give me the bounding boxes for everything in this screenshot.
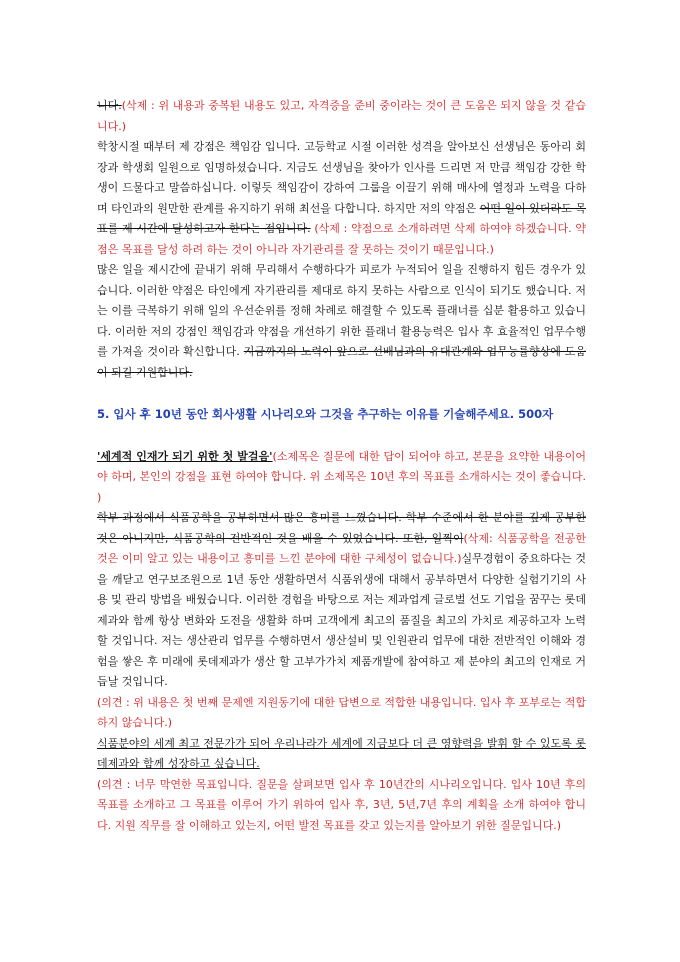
struck-text: 지금까지의 노력이 앞으로 선배님과의 유대관계와 업무능률향상에 도움이 되길 기원합니다. <box>97 345 587 379</box>
paragraph-6 <box>97 693 586 734</box>
editor-comment: (의견 : 위 내용은 첫 번째 문제엔 지원동기에 대한 답변으로 적합한 내용입니다. 입사 후 포부로는 적합하지 않습니다.) <box>97 695 586 729</box>
answer-subtitle: '세계적 인재가 되기 위한 첫 발걸음' <box>97 449 273 463</box>
editor-comment: (의견 : 너무 막연한 목표입니다. 질문을 살펴보면 입사 후 10년간의 시나리오입니다. 입사 10년 후의 목표를 소개하고 그 목표를 이루어 가기 위하여 입사 후, 3년, 5년,7년 후의 계획을 소개 하여야 합니다. 지원 직무를 잘 이해하고 있는지, 어떤 발전 목표를 갖고 있는지를 알아보기 위한 질문입니다.) <box>97 777 586 832</box>
body-text: 학창시절 때부터 제 강점은 책임감 입니다. 고등학교 시절 이러한 성격을 알아보신 선생님은 동아리 회장과 학생회 일원으로 임명하셨습니다. 지금도 선생님을 찾아가 인사를 드리면 저 만큼 책임감 강한 학생이 드물다고 말씀하십니다. 이렇듯 책임감이 강하여 그룹을 이끌기 위해 매사에 열정과 노력을 다하며 타인과의 원만한 관계를 유지하기 위해 최선을 다합니다. 하지만 저의 약점은 <box>97 140 586 215</box>
editor-comment: (소제목은 질문에 대한 답이 되어야 하고, 본문을 요약한 내용이어야 하며, 본인의 강점을 표현 하여야 합니다. 위 소제목은 10년 후의 목표를 소개하시는 것이 좋습니다. ) <box>97 449 586 504</box>
struck-text: 어떤 일이 있더라도 목표를 제 시간에 달성하고자 한다는 점입니다. <box>97 201 586 235</box>
paragraph-2 <box>97 137 586 260</box>
struck-text: 학부 과정에서 식품공학을 공부하면서 많은 흥미를 느꼈습니다. 학부 수준에서 한 분야를 깊게 공부한 것은 아니지만, 식품공학의 전반적인 것을 배울 수 있었습니다. 또한, 일찍이 <box>97 511 586 545</box>
paragraph-5 <box>97 508 586 693</box>
paragraph-1 <box>97 96 586 137</box>
body-text: 많은 일을 제시간에 끝내기 위해 무리해서 수행하다가 피로가 누적되어 일을 진행하지 힘든 경우가 있습니다. 이러한 약점은 타인에게 자기관리를 제대로 하지 못하는 사람으로 인식이 되기도 했습니다. 저는 이를 극복하기 위해 일의 우선순위를 정해 차례로 해결할 수 있도록 플래너를 십분 활용하고 있습니다. 이러한 저의 강점인 책임감과 약점을 개선하기 위한 플래너 활용능력은 입사 후 효율적인 업무수행를 가져올 것이라 확신합니다. <box>97 263 586 358</box>
paragraph-3 <box>97 260 586 383</box>
paragraph-7 <box>97 734 586 775</box>
body-text: 실무경험이 중요하다는 것을 깨닫고 연구보조원으로 1년 동안 생활하면서 식품위생에 대해서 공부하면서 다양한 실험기기의 사용 및 관리 방법을 배웠습니다. 이러한 경험을 바탕으로 저는 제과업계 글로벌 선도 기업을 꿈꾸는 롯데제과와 함께 항상 변화와 도전을 생활화 하며 고객에게 최고의 품질을 최고의 가치로 제공하고자 노력할 것입니다. 저는 생산관리 업무를 수행하면서 생산설비 및 인원관리 업무에 대한 전반적인 이해와 경험을 쌓은 후 미래에 롯데제과가 생산 할 고부가가치 제품개발에 참여하고 제 분야의 최고의 인재로 거듭날 것입니다. <box>97 552 586 688</box>
question-heading: 5. 입사 후 10년 동안 회사생활 시나리오와 그것을 추구하는 이유를 기술해주세요. 500자 <box>97 407 554 421</box>
struck-text: 니다. <box>97 99 122 112</box>
paragraph-8 <box>97 775 586 837</box>
underlined-goal: 식품분야의 세계 최고 전문가가 되어 우리나라가 세계에 지금보다 더 큰 영향력을 발휘 할 수 있도록 롯데제과와 함께 성장하고 싶습니다. <box>97 736 586 770</box>
paragraph-4 <box>97 447 586 509</box>
editor-comment: (삭제 : 위 내용과 중복된 내용도 있고, 자격증을 준비 중이라는 것이 큰 도움은 되지 않을 것 같습니다.) <box>97 99 586 133</box>
editor-comment: (삭제 : 약점으로 소개하려면 삭제 하여야 하겠습니다. 약점은 목표를 달성 하려 하는 것이 아니라 자기관리를 잘 못하는 것이기 때문입니다.) <box>97 222 586 256</box>
editor-comment: (삭제: 식품공학을 전공한 것은 이미 알고 있는 내용이고 흥미를 느낀 분야에 대한 구체성이 없습니다.) <box>97 531 586 565</box>
